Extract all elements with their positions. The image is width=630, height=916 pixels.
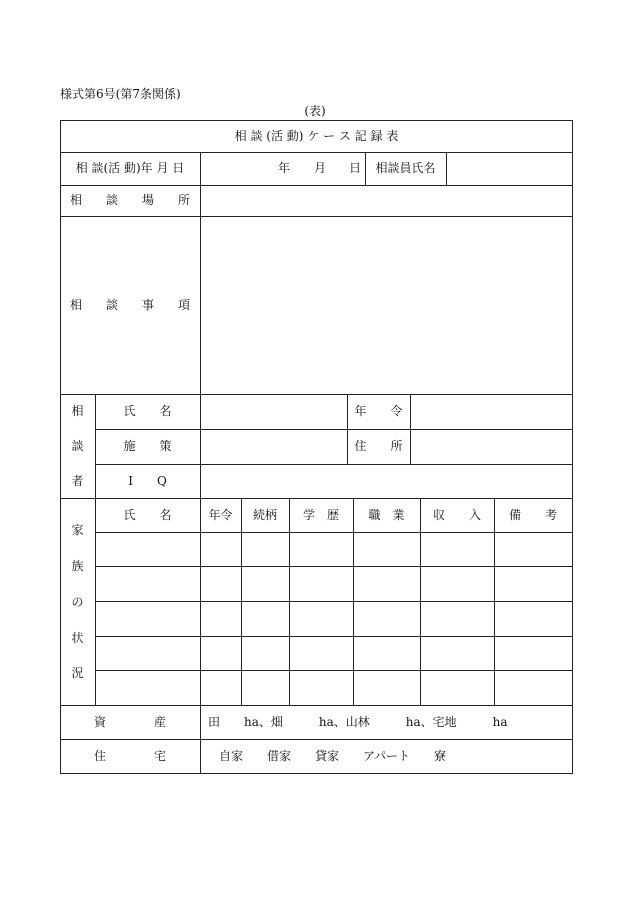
family-col-relation: 続柄 bbox=[252, 508, 277, 522]
family-col-occupation: 職 業 bbox=[368, 508, 405, 522]
date-month-label: 月 bbox=[314, 161, 327, 175]
line bbox=[95, 636, 573, 637]
line bbox=[410, 394, 411, 464]
assets-label: 資 産 bbox=[93, 715, 166, 729]
line bbox=[60, 216, 573, 217]
family-group-char: 族 bbox=[71, 559, 84, 573]
line bbox=[95, 670, 573, 671]
border-right bbox=[572, 120, 573, 774]
client-group-char: 相 bbox=[71, 404, 84, 418]
client-facility-label: 施 策 bbox=[123, 439, 172, 453]
table-title: 相 談 (活 動) ケ ー ス 記 録 表 bbox=[234, 129, 399, 143]
line bbox=[60, 394, 573, 395]
line bbox=[95, 464, 573, 465]
counselor-name-label: 相談員氏名 bbox=[375, 161, 436, 175]
family-col-income: 収 入 bbox=[432, 508, 481, 522]
line bbox=[446, 152, 447, 185]
family-group-char: 状 bbox=[71, 631, 84, 645]
date-year-label: 年 bbox=[278, 161, 291, 175]
line bbox=[60, 185, 573, 186]
client-age-label: 年 令 bbox=[354, 404, 403, 418]
housing-label: 住 宅 bbox=[93, 749, 166, 763]
line bbox=[494, 498, 495, 705]
housing-options: 自家 借家 貸家 アパート 寮 bbox=[219, 749, 447, 763]
consult-matter-label: 相 談 事 項 bbox=[69, 298, 190, 312]
line bbox=[60, 498, 573, 499]
client-iq-label: I Q bbox=[128, 474, 167, 488]
line bbox=[420, 498, 421, 705]
border-top bbox=[60, 120, 573, 121]
line bbox=[95, 429, 573, 430]
client-group-char: 談 bbox=[71, 439, 84, 453]
family-col-name: 氏 名 bbox=[123, 508, 172, 522]
form-side: (表) bbox=[304, 104, 326, 118]
line bbox=[353, 498, 354, 705]
client-group-char: 者 bbox=[71, 474, 84, 488]
family-col-education: 学 歴 bbox=[302, 508, 339, 522]
form-reference: 様式第6号(第7条関係) bbox=[60, 87, 181, 101]
line bbox=[60, 739, 573, 740]
client-name-label: 氏 名 bbox=[123, 404, 172, 418]
family-group-char: の bbox=[71, 595, 84, 609]
family-col-remarks: 備 考 bbox=[508, 508, 557, 522]
family-group-char: 家 bbox=[71, 523, 84, 537]
client-address-label: 住 所 bbox=[354, 439, 403, 453]
line bbox=[60, 705, 573, 706]
line bbox=[241, 498, 242, 705]
family-group-char: 況 bbox=[71, 666, 84, 680]
line bbox=[95, 532, 573, 533]
line bbox=[200, 152, 201, 774]
border-bottom bbox=[60, 773, 573, 774]
consult-date-label: 相 談(活 動)年 月 日 bbox=[75, 161, 185, 175]
line bbox=[289, 498, 290, 705]
line bbox=[95, 566, 573, 567]
assets-value: 田 ha、畑 ha、山林 ha、宅地 ha bbox=[208, 715, 508, 729]
date-day-label: 日 bbox=[349, 161, 362, 175]
line bbox=[60, 152, 573, 153]
consult-place-label: 相 談 場 所 bbox=[69, 193, 190, 207]
family-col-age: 年令 bbox=[208, 508, 233, 522]
line bbox=[95, 601, 573, 602]
